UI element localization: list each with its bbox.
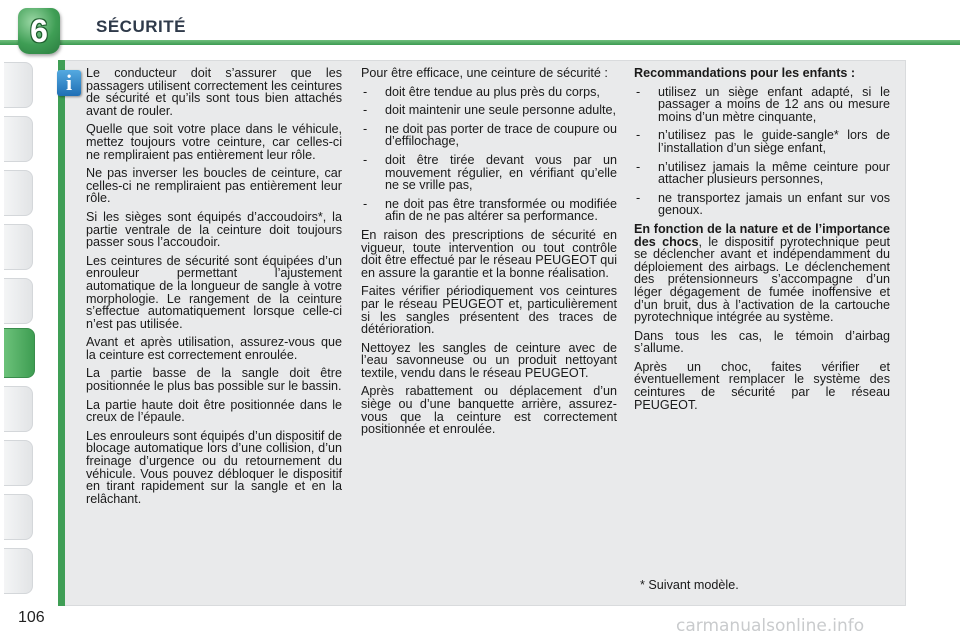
paragraph: Les ceintures de sécurité sont équipées d’un enrouleur permettant l’ajustement automatique de la longueur de sangle à votre morphologie. Le rangement de la ceinture s’effectue automatiquement lorsque celle-ci n’est pas utilisée. bbox=[86, 253, 342, 331]
column-3 bbox=[634, 67, 890, 417]
paragraph: La partie haute doit être positionnée dans le creux de l’épaule. bbox=[86, 397, 342, 425]
paragraph: La partie basse de la sangle doit être positionnée le plus bas possible sur le bassin. bbox=[86, 366, 342, 394]
chapter-tab-9[interactable] bbox=[4, 494, 33, 540]
paragraph: Nettoyez les sangles de ceinture avec de l’eau savonneuse ou un produit nettoyant textile, vendu dans le réseau PEUGEOT. bbox=[361, 340, 617, 380]
chapter-tab-3[interactable] bbox=[4, 170, 33, 216]
header-rule bbox=[56, 40, 960, 45]
info-icon-glyph: i bbox=[65, 70, 73, 95]
watermark: carmanualsonline.info bbox=[676, 616, 865, 636]
paragraph: Dans tous les cas, le témoin d’airbag s’allume. bbox=[634, 328, 890, 356]
belt-requirements-list bbox=[361, 86, 617, 223]
belt-intro: Pour être efficace, une ceinture de sécurité : bbox=[361, 66, 608, 80]
airbag-heading: En fonction de la nature et de l’importance des chocs bbox=[634, 221, 890, 249]
paragraph: En raison des prescriptions de sécurité en vigueur, toute intervention ou tout contrôle doit être effectué par le réseau PEUGEOT qui en assure la garantie et la bonne réalisation. bbox=[361, 227, 617, 280]
list-item: - n’utilisez pas le guide-sangle* lors de l’installation d’un siège enfant, bbox=[634, 129, 890, 154]
paragraph: Les enrouleurs sont équipés d’un dispositif de blocage automatique lors d’une collision, d’un freinage d’urgence ou du retournement du véhicule. Vous pouvez débloquer le dispositif en tirant rapidement sur la sangle et en la relâchant. bbox=[86, 428, 342, 506]
chapter-tab-1[interactable] bbox=[4, 62, 33, 108]
chapter-tab-8[interactable] bbox=[4, 440, 33, 486]
chapter-tab-6-active[interactable] bbox=[4, 328, 35, 378]
paragraph: Ne pas inverser les boucles de ceinture, car celles-ci ne rempliraient pas entièrement leur rôle. bbox=[86, 166, 342, 206]
chapter-number: 6 bbox=[30, 12, 48, 49]
info-icon bbox=[57, 70, 81, 96]
chapter-tab-2[interactable] bbox=[4, 116, 33, 162]
paragraph: Le conducteur doit s’assurer que les passagers utilisent correctement les ceintures de sécurité et qu’ils sont tous bien attachés avant de rouler. bbox=[86, 66, 342, 118]
column-1 bbox=[86, 67, 342, 511]
chapter-tab-10[interactable] bbox=[4, 548, 33, 594]
panel-accent-stripe bbox=[58, 60, 65, 606]
chapter-tab-7[interactable] bbox=[4, 386, 33, 432]
chapter-badge[interactable] bbox=[18, 8, 60, 54]
chapter-tab-4[interactable] bbox=[4, 224, 33, 270]
children-recommendations-list bbox=[634, 86, 890, 217]
page-number: 106 bbox=[18, 609, 45, 626]
list-item: - utilisez un siège enfant adapté, si le passager a moins de 12 ans ou mesure moins d’un mètre cinquante, bbox=[634, 86, 890, 124]
paragraph: Faites vérifier périodiquement vos ceintures par le réseau PEUGEOT et, particulièrement si les sangles présentent des traces de détérioration. bbox=[361, 284, 617, 337]
header-bar bbox=[0, 0, 960, 49]
list-item: - n’utilisez jamais la même ceinture pour attacher plusieurs personnes, bbox=[634, 161, 890, 186]
airbag-paragraph bbox=[634, 223, 890, 324]
list-item: - ne doit pas porter de trace de coupure ou d’effilochage, bbox=[361, 123, 617, 148]
paragraph: Après rabattement ou déplacement d’un siège ou d’une banquette arrière, assurez-vous que la ceinture est correctement positionnée et enroulée. bbox=[361, 384, 617, 437]
paragraph: Quelle que soit votre place dans le véhicule, mettez toujours votre ceinture, car celles-ci ne rempliraient pas entièrement leur rôle. bbox=[86, 122, 342, 162]
page-title: SÉCURITÉ bbox=[96, 17, 186, 36]
paragraph: Si les sièges sont équipés d’accoudoirs*, la partie ventrale de la ceinture doit toujours passer sous l’accoudoir. bbox=[86, 209, 342, 250]
paragraph: Après un choc, faites vérifier et éventuellement remplacer le système des ceintures de sécurité par le réseau PEUGEOT. bbox=[634, 359, 890, 412]
paragraph: Avant et après utilisation, assurez-vous que la ceinture est correctement enroulée. bbox=[86, 335, 342, 362]
children-heading: Recommandations pour les enfants : bbox=[634, 66, 856, 80]
footnote: * Suivant modèle. bbox=[640, 578, 739, 592]
column-2 bbox=[361, 67, 617, 442]
list-item: - doit maintenir une seule personne adulte, bbox=[361, 104, 617, 117]
list-item: - doit être tirée devant vous par un mouvement régulier, en vérifiant qu’elle ne se vrille pas, bbox=[361, 154, 617, 192]
list-item: - ne doit pas être transformée ou modifiée afin de ne pas altérer sa performance. bbox=[361, 198, 617, 223]
list-item: - ne transportez jamais un enfant sur vos genoux. bbox=[634, 192, 890, 217]
chapter-tab-5[interactable] bbox=[4, 278, 33, 324]
airbag-text: , le dispositif pyrotechnique peut se déclencher avant et indépendamment du déploiement des airbags. Le déclenchement des prétensionneurs s’accompagne d’un léger dégagement de fumée inoffensive et d’un bruit, dus à l’activation de la cartouche pyrotechnique intégrée au système. bbox=[634, 234, 890, 325]
list-item: - doit être tendue au plus près du corps, bbox=[361, 86, 617, 99]
